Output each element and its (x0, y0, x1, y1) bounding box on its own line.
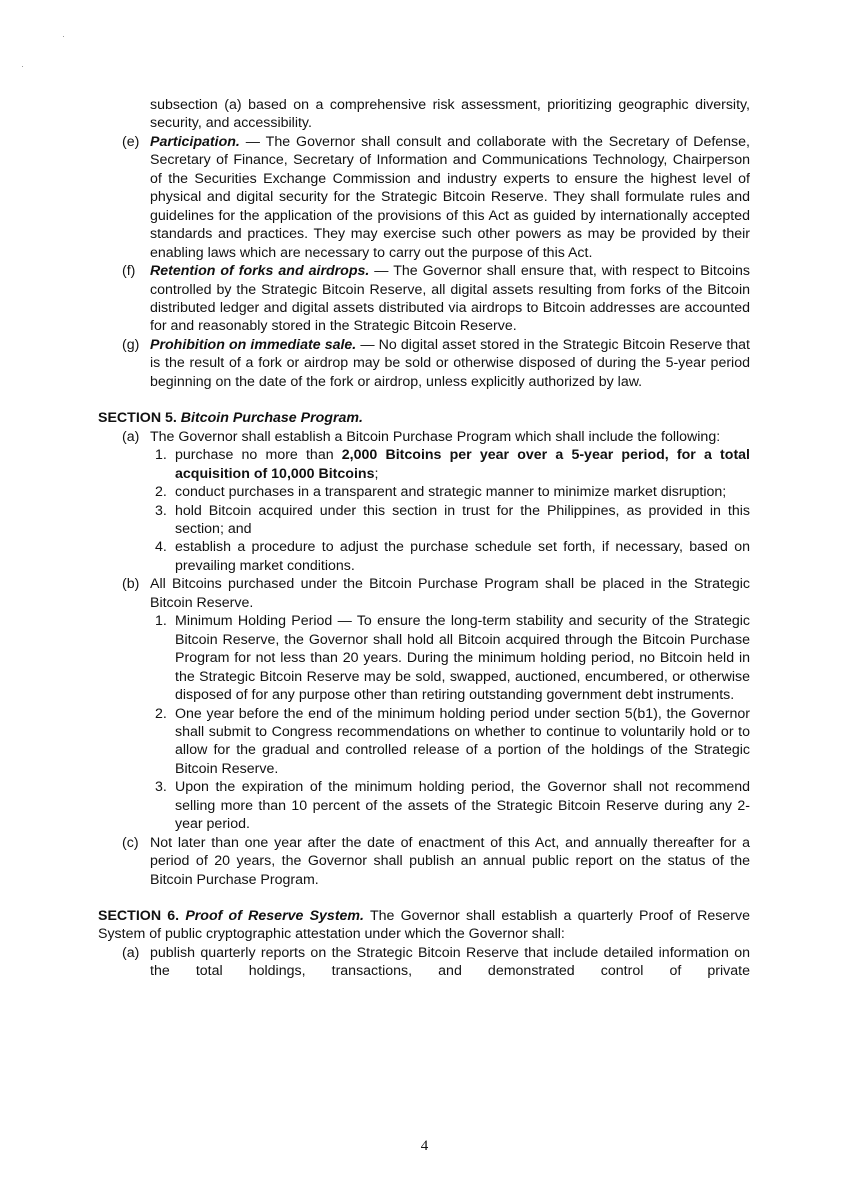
page-content (98, 96, 750, 981)
item-text: establish a procedure to adjust the purchase schedule set forth, if necessary, based on prevailing market conditions. (175, 539, 750, 574)
item-text: purchase no more than (175, 447, 342, 464)
item-marker: (c) (122, 834, 139, 851)
section-6-a (98, 944, 750, 981)
subsection-text: All Bitcoins purchased under the Bitcoin Purchase Program shall be placed in the Strategic Bitcoin Reserve. (150, 576, 750, 611)
section-5-a (98, 428, 750, 446)
continuation-paragraph: subsection (a) based on a comprehensive risk assessment, prioritizing geographic diversity, security, and accessibility. (150, 97, 750, 132)
subsection-title: Prohibition on immediate sale. (150, 336, 357, 353)
page-number: 4 (420, 1138, 429, 1154)
subsection-text: publish quarterly reports on the Strategic Bitcoin Reserve that include detailed information on the total holdings, transactions, and demonstrated control of private (150, 944, 750, 980)
section-label: SECTION 6. (98, 908, 180, 925)
scan-speck (22, 66, 23, 67)
section-5-a-item-2 (98, 483, 750, 501)
section-intro: The Governor shall establish a quarterly Proof of Reserve System of public cryptographic attestation under which the Governor shall: (98, 908, 750, 943)
dash: — (356, 336, 379, 353)
section-label: SECTION 5. (98, 410, 177, 427)
item-marker: (b) (122, 576, 140, 593)
item-marker: (f) (122, 263, 136, 280)
item-marker: (e) (122, 133, 140, 150)
item-marker: 1. (155, 613, 167, 630)
subsection-e (98, 133, 750, 262)
item-text: conduct purchases in a transparent and strategic manner to minimize market disruption; (175, 484, 727, 501)
subsection-f (98, 262, 750, 336)
section-title: Bitcoin Purchase Program. (180, 410, 363, 427)
section-5-b (98, 575, 750, 612)
item-text: Minimum Holding Period — To ensure the long-term stability and security of the Strategic Bitcoin Reserve, the Governor shall hold all Bitcoin acquired through the Bitcoin Purchase Program for not less than 20 years. During the minimum holding period, no Bitcoin held in the Strategic Bitcoin Reserve may be sold, swapped, auctioned, encumbered, or otherwise disposed of for any purpose other than retiring outstanding government debt instruments. (175, 613, 750, 704)
subsection-title: Participation. (150, 133, 240, 150)
subsection-g (98, 336, 750, 391)
scan-speck (63, 36, 64, 37)
subsection-text: The Governor shall establish a Bitcoin Purchase Program which shall include the following: (150, 428, 721, 445)
section-5-a-item-4 (98, 538, 750, 575)
item-marker: 2. (155, 484, 167, 501)
item-text-end: ; (374, 465, 379, 482)
section-5-c (98, 834, 750, 889)
item-text: hold Bitcoin acquired under this section in trust for the Philippines, as provided in this section; and (175, 502, 750, 537)
item-text: Upon the expiration of the minimum holding period, the Governor shall not recommend selling more than 10 percent of the assets of the Strategic Bitcoin Reserve during any 2-year period. (175, 779, 750, 833)
item-marker: 3. (155, 502, 167, 519)
subsection-text: Not later than one year after the date of enactment of this Act, and annually thereafter for a period of 20 years, the Governor shall publish an annual public report on the status of the Bitcoin Purchase Program. (150, 834, 750, 888)
dash: — (239, 133, 266, 150)
item-marker: (g) (122, 336, 140, 353)
item-marker: (a) (122, 944, 140, 961)
subsection-text: The Governor shall ensure that, with respect to Bitcoins controlled by the Strategic Bitcoin Reserve, all digital assets resulting from forks of the Bitcoin distributed ledger and digital assets distributed via airdrops to Bitcoin addresses are accounted for and reasonably stored in the Strategic Bitcoin Reserve. (150, 263, 750, 335)
item-marker: 2. (155, 705, 167, 722)
item-bold-text: 2,000 Bitcoins per year over a 5-year period, for a total acquisition of 10,000 Bitcoins (175, 447, 750, 482)
item-text: One year before the end of the minimum holding period under section 5(b1), the Governor shall submit to Congress recommendations on whether to continue to voluntarily hold or to allow for the gradual and controlled release of a portion of the holdings of the Strategic Bitcoin Reserve. (175, 705, 750, 777)
section-5-b-item-3 (98, 778, 750, 833)
dash: — (369, 263, 394, 280)
item-marker: 1. (155, 447, 167, 464)
section-5-b-item-2 (98, 705, 750, 779)
subsection-title: Retention of forks and airdrops. (150, 263, 370, 280)
item-marker: 3. (155, 779, 167, 796)
section-5-b-item-1 (98, 612, 750, 704)
item-marker: 4. (155, 539, 167, 556)
section-5-heading (98, 409, 750, 427)
subsection-text: No digital asset stored in the Strategic Bitcoin Reserve that is the result of a fork or airdrop may be sold or otherwise disposed of during the 5-year period beginning on the date of the fork or airdrop, unless explicitly authorized by law. (150, 336, 750, 390)
section-6-heading (98, 907, 750, 944)
section-5-a-item-3 (98, 502, 750, 539)
item-marker: (a) (122, 428, 140, 445)
section-title: Proof of Reserve System. (185, 908, 364, 925)
section-5-a-item-1 (98, 446, 750, 483)
subsection-text: The Governor shall consult and collaborate with the Secretary of Defense, Secretary of Finance, Secretary of Information and Communications Technology, Chairperson of the Securities Exchange Commission and industry experts to ensure the highest level of physical and digital security for the Strategic Bitcoin Reserve. They shall formulate rules and guidelines for the application of the provisions of this Act as guided by internationally accepted standards and practices. They may exercise such other powers as may be provided by their enabling laws which are necessary to carry out the purpose of this Act. (150, 133, 750, 261)
